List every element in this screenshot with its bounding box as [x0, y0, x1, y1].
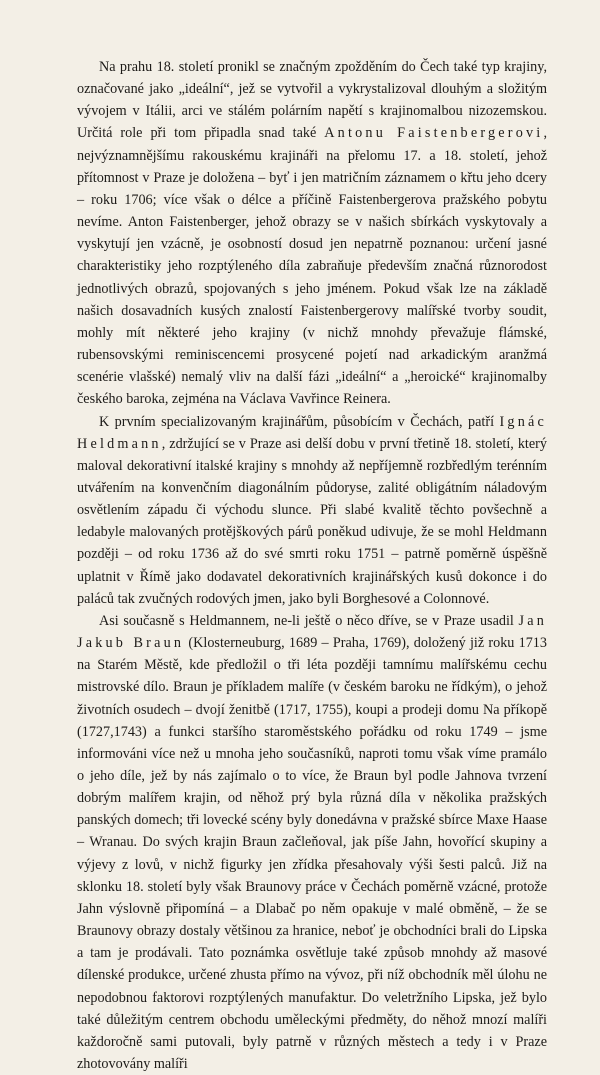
paragraph-2-segment-1: K prvním specializovaným krajinářům, působícím v Čechách, patří: [99, 413, 500, 430]
person-name-heldmann: Ignác Heldmann: [77, 413, 547, 452]
paragraph-2: [77, 411, 547, 610]
body-text: [77, 56, 547, 1075]
person-name-braun: Jan Jakub Braun: [77, 612, 547, 652]
paragraph-3-segment-3: (Klosterneuburg, 1689 – Praha, 1769), doložený již roku 1713 na Starém Městě, kde předložil o tři léta později tamnímu malířskému cechu mistrovské dílo. Braun je příkladem malíře (v českém baroku ne řídkým), o jehož životních osudech – dvojí ženitbě (1717, 1755), koupi a prodeji domu Na příkopě (1727,1743) a funkci staršího staroměstského pořádku od roku 1749 – jsme informováni více než u mnoha jeho současníků, naproti tomu však víme pramálo o jeho díle, jež by nás zajímalo o to více, že Braun byl podle Jahnova tvrzení dobrým malířem krajin, od něhož prý byla různá díla v několika pražských panských domech; tři lovecké scény byly donedávna v pražské sbírce Maxe Haase – Wranau. Do svých krajin Braun začleňoval, jak píše Jahn, hovořící skupiny a výjevy z lovů, v nichž figurky jen zřídka přesahovaly výši šesti palců. Již na sklonku 18. století byly však Braunovy práce v Čechách poměrně vzácné, protože Jahn výslovně připomíná – a Dlabač po něm opakuje v malé obměně, – že se Braunovy obrazy dostaly většinou za hranice, neboť je obchodníci brali do Lipska a tam je prodávali. Tato poznámka osvětluje také způsob mnohdy až masové dílenské produkce, určené zhusta přímo na vývoz, při níž obchodník měl úlohu ne nepodobnou faktorovi rozptýlených manufaktur. Do veletržního Lipska, jež bylo také důležitým centrem obchodu uměleckými předměty, do něhož mnozí malíři každoročně sami putovali, byly patrně v různých městech a tedy i v Praze zhotovovány malíři: [77, 635, 547, 1073]
paragraph-1-segment-1: Na prahu 18. století pronikl se značným zpožděním do Čech také typ krajiny, označované jako „ideální“, jež se vytvořil a vykrystalizoval dlouhým a složitým vývojem v Itálii, arci ve stálém polárním napětí s krajinomalbou nizozemskou. Určitá role při tom připadla snad také: [77, 59, 547, 142]
paragraph-3: [77, 610, 547, 1075]
paragraph-1-segment-3: , nejvýznamnějšímu rakouskému krajináři na přelomu 17. a 18. století, jehož přítomnost v Praze je doložena – byť i jen matričním záznamem o křtu jeho dcery – roku 1706; více však o délce a příčině Faistenbergerova pražského pobytu nevíme. Anton Faistenberger, jehož obrazy se v našich sbírkách vyskytovaly a vyskytují jen vzácně, je osobností dosud jen nepatrně poznanou: určení jasné charakteristiky jeho rozptýleného díla zabraňuje především značná různorodost jednotlivých obrazů, spojovaných s jeho jménem. Pokud však lze na základě našich dosavadních kusých znalostí Faistenbergerovy malířské tvorby soudit, mohly mít některé jeho krajiny (v nichž mnohdy převažuje flámské, rubensovskými reminiscencemi prosycené pojetí nad arkadickým aranžmá scenérie vlašské) nemalý vliv na další fázi „ideální“ a „heroické“ krajinomalby českého baroka, zejména na Václava Vavřince Reinera.: [77, 125, 547, 408]
paragraph-1: [77, 56, 547, 411]
paragraph-2-segment-3: , zdržující se v Praze asi delší dobu v první třetině 18. století, který maloval dekorativní italské krajiny s mnohdy až nepříjemně rozbředlým terénním utvářením na konvenčním diagonálním půdoryse, zalité obligátním náladovým osvětlením západu či východu slunce. Při slabé kvalitě těchto povšechně a ledabyle malovaných protějškových párů poněkud udivuje, že se mohl Heldmann později – od roku 1736 až do své smrti roku 1751 – patrně poměrně úspěšně uplatnit v Římě jako dodavatel dekorativních krajinářských kusů dokonce i do paláců tak zvučných rodových jmen, jako byli Borghesové a Colonnové.: [77, 435, 547, 607]
paragraph-3-segment-1: Asi současně s Heldmannem, ne-li ještě o něco dříve, se v Praze usadil: [99, 612, 519, 629]
person-name-faistenberger: Antonu Faistenbergerovi: [324, 125, 544, 142]
